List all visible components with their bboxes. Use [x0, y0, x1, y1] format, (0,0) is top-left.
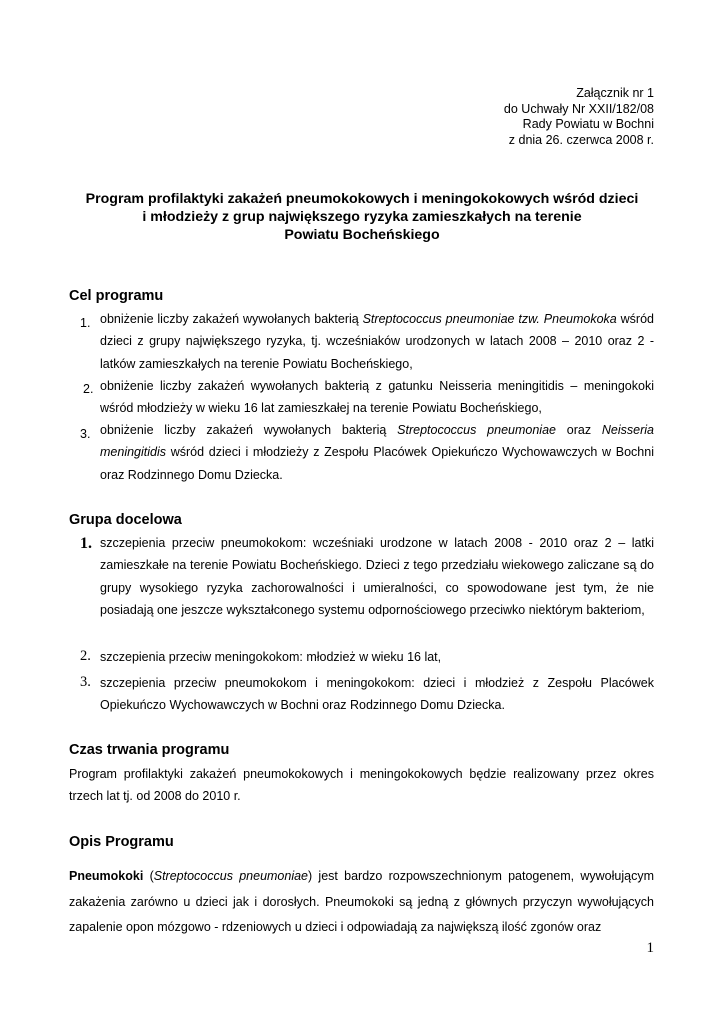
list-number: 1.	[80, 316, 91, 330]
title-line-3: Powiatu Bocheńskiego	[284, 227, 440, 243]
list-number: 2.	[83, 382, 94, 396]
list-item-cel-2	[100, 375, 654, 420]
section-heading-opis: Opis Programu	[69, 834, 174, 850]
list-item-grupa-3	[100, 672, 654, 717]
list-number: 2.	[80, 648, 91, 664]
species-name: Neisseria meningitidis	[100, 423, 655, 460]
title-line-2: i młodzieży z grup największego ryzyka zamieszkałych na terenie	[142, 209, 582, 225]
list-item-cel-3	[100, 419, 654, 486]
list-item-text: obniżenie liczby zakażeń wywołanych bakterią	[100, 312, 363, 326]
section-heading-czas: Czas trwania programu	[69, 742, 230, 758]
title-line-1: Program profilaktyki zakażeń pneumokokowych i meningokokowych wśród dzieci	[85, 191, 639, 207]
list-item-text: obniżenie liczby zakażeń wywołanych bakterią z gatunku Neisseria meningitidis – meningokoki wśród młodzieży w wieku 16 lat zamieszkałej na terenie Powiatu Bocheńskiego,	[100, 379, 654, 416]
term-bold: Pneumokoki	[69, 869, 144, 883]
species-name: Streptococcus pneumoniae tzw. Pneumokoka	[362, 312, 617, 326]
section-heading-cel: Cel programu	[69, 288, 164, 304]
resolution-date: z dnia 26. czerwca 2008 r.	[508, 132, 654, 147]
list-item-text: szczepienia przeciw meningokokom: młodzież w wieku 16 lat,	[100, 650, 442, 664]
list-item-text: oraz	[555, 423, 602, 437]
list-item-cel-1	[100, 308, 654, 375]
list-number: 3.	[80, 427, 91, 441]
paragraph-text: (	[143, 869, 154, 883]
list-number: 3.	[80, 674, 91, 690]
resolution-number: do Uchwały Nr XXII/182/08	[503, 101, 654, 116]
attachment-number: Załącznik nr 1	[576, 86, 654, 100]
species-name: Streptococcus pneumoniae	[153, 869, 309, 883]
document-title	[70, 190, 654, 244]
species-name: Streptococcus pneumoniae	[397, 423, 556, 437]
section-heading-grupa: Grupa docelowa	[69, 512, 182, 528]
paragraph-text: ) jest bardzo rozpowszechnionym patogenem, wywołującym zakażenia zarówno u dzieci jak i dorosłych. Pneumokoki są jedną z głównych przyczyn wywołujących zapalenie opon mózgowo - rdzeniowych u dzieci i odpowiadają za największą ilość zgonów oraz	[69, 869, 655, 934]
council-name: Rady Powiatu w Bochni	[522, 117, 654, 131]
list-item-text: wśród dzieci i młodzieży z Zespołu Placówek Opiekuńczo Wychowawczych w Bochni oraz Rodzinnego Domu Dziecka.	[100, 445, 654, 482]
page-number: 1	[646, 940, 654, 956]
czas-paragraph: Program profilaktyki zakażeń pneumokokowych i meningokokowych będzie realizowany przez okres trzech lat tj. od 2008 do 2010 r.	[69, 767, 654, 804]
list-item-grupa-1	[100, 532, 654, 621]
list-item-text: wśród dzieci z grupy największego ryzyka, tj. wcześniaków urodzonych w latach 2008 – 2010 oraz 2 - latków zamieszkałych na terenie Powiatu Bocheńskiego,	[100, 312, 654, 371]
list-item-text: obniżenie liczby zakażeń wywołanych bakterią	[100, 423, 398, 437]
list-number: 1.	[80, 535, 92, 552]
opis-paragraph	[69, 864, 654, 941]
attachment-header	[504, 86, 654, 148]
list-item-text: szczepienia przeciw pneumokokom: wcześniaki urodzone w latach 2008 - 2010 oraz 2 – latki zamieszkałe na terenie Powiatu Bocheńskiego. Dzieci z tego przedziału wiekowego zaliczane są do grupy wysokiego ryzyka zachorowalności i umieralności, co spowodowane jest tym, że nie posiadają one jeszcze wykształconego systemu odpornościowego przeciwko niektórym bakteriom,	[100, 536, 654, 617]
list-item-grupa-2	[100, 646, 654, 668]
list-item-text: szczepienia przeciw pneumokokom i meningokokom: dzieci i młodzież z Zespołu Placówek Opiekuńczo Wychowawczych w Bochni oraz Rodzinnego Domu Dziecka.	[100, 676, 654, 713]
